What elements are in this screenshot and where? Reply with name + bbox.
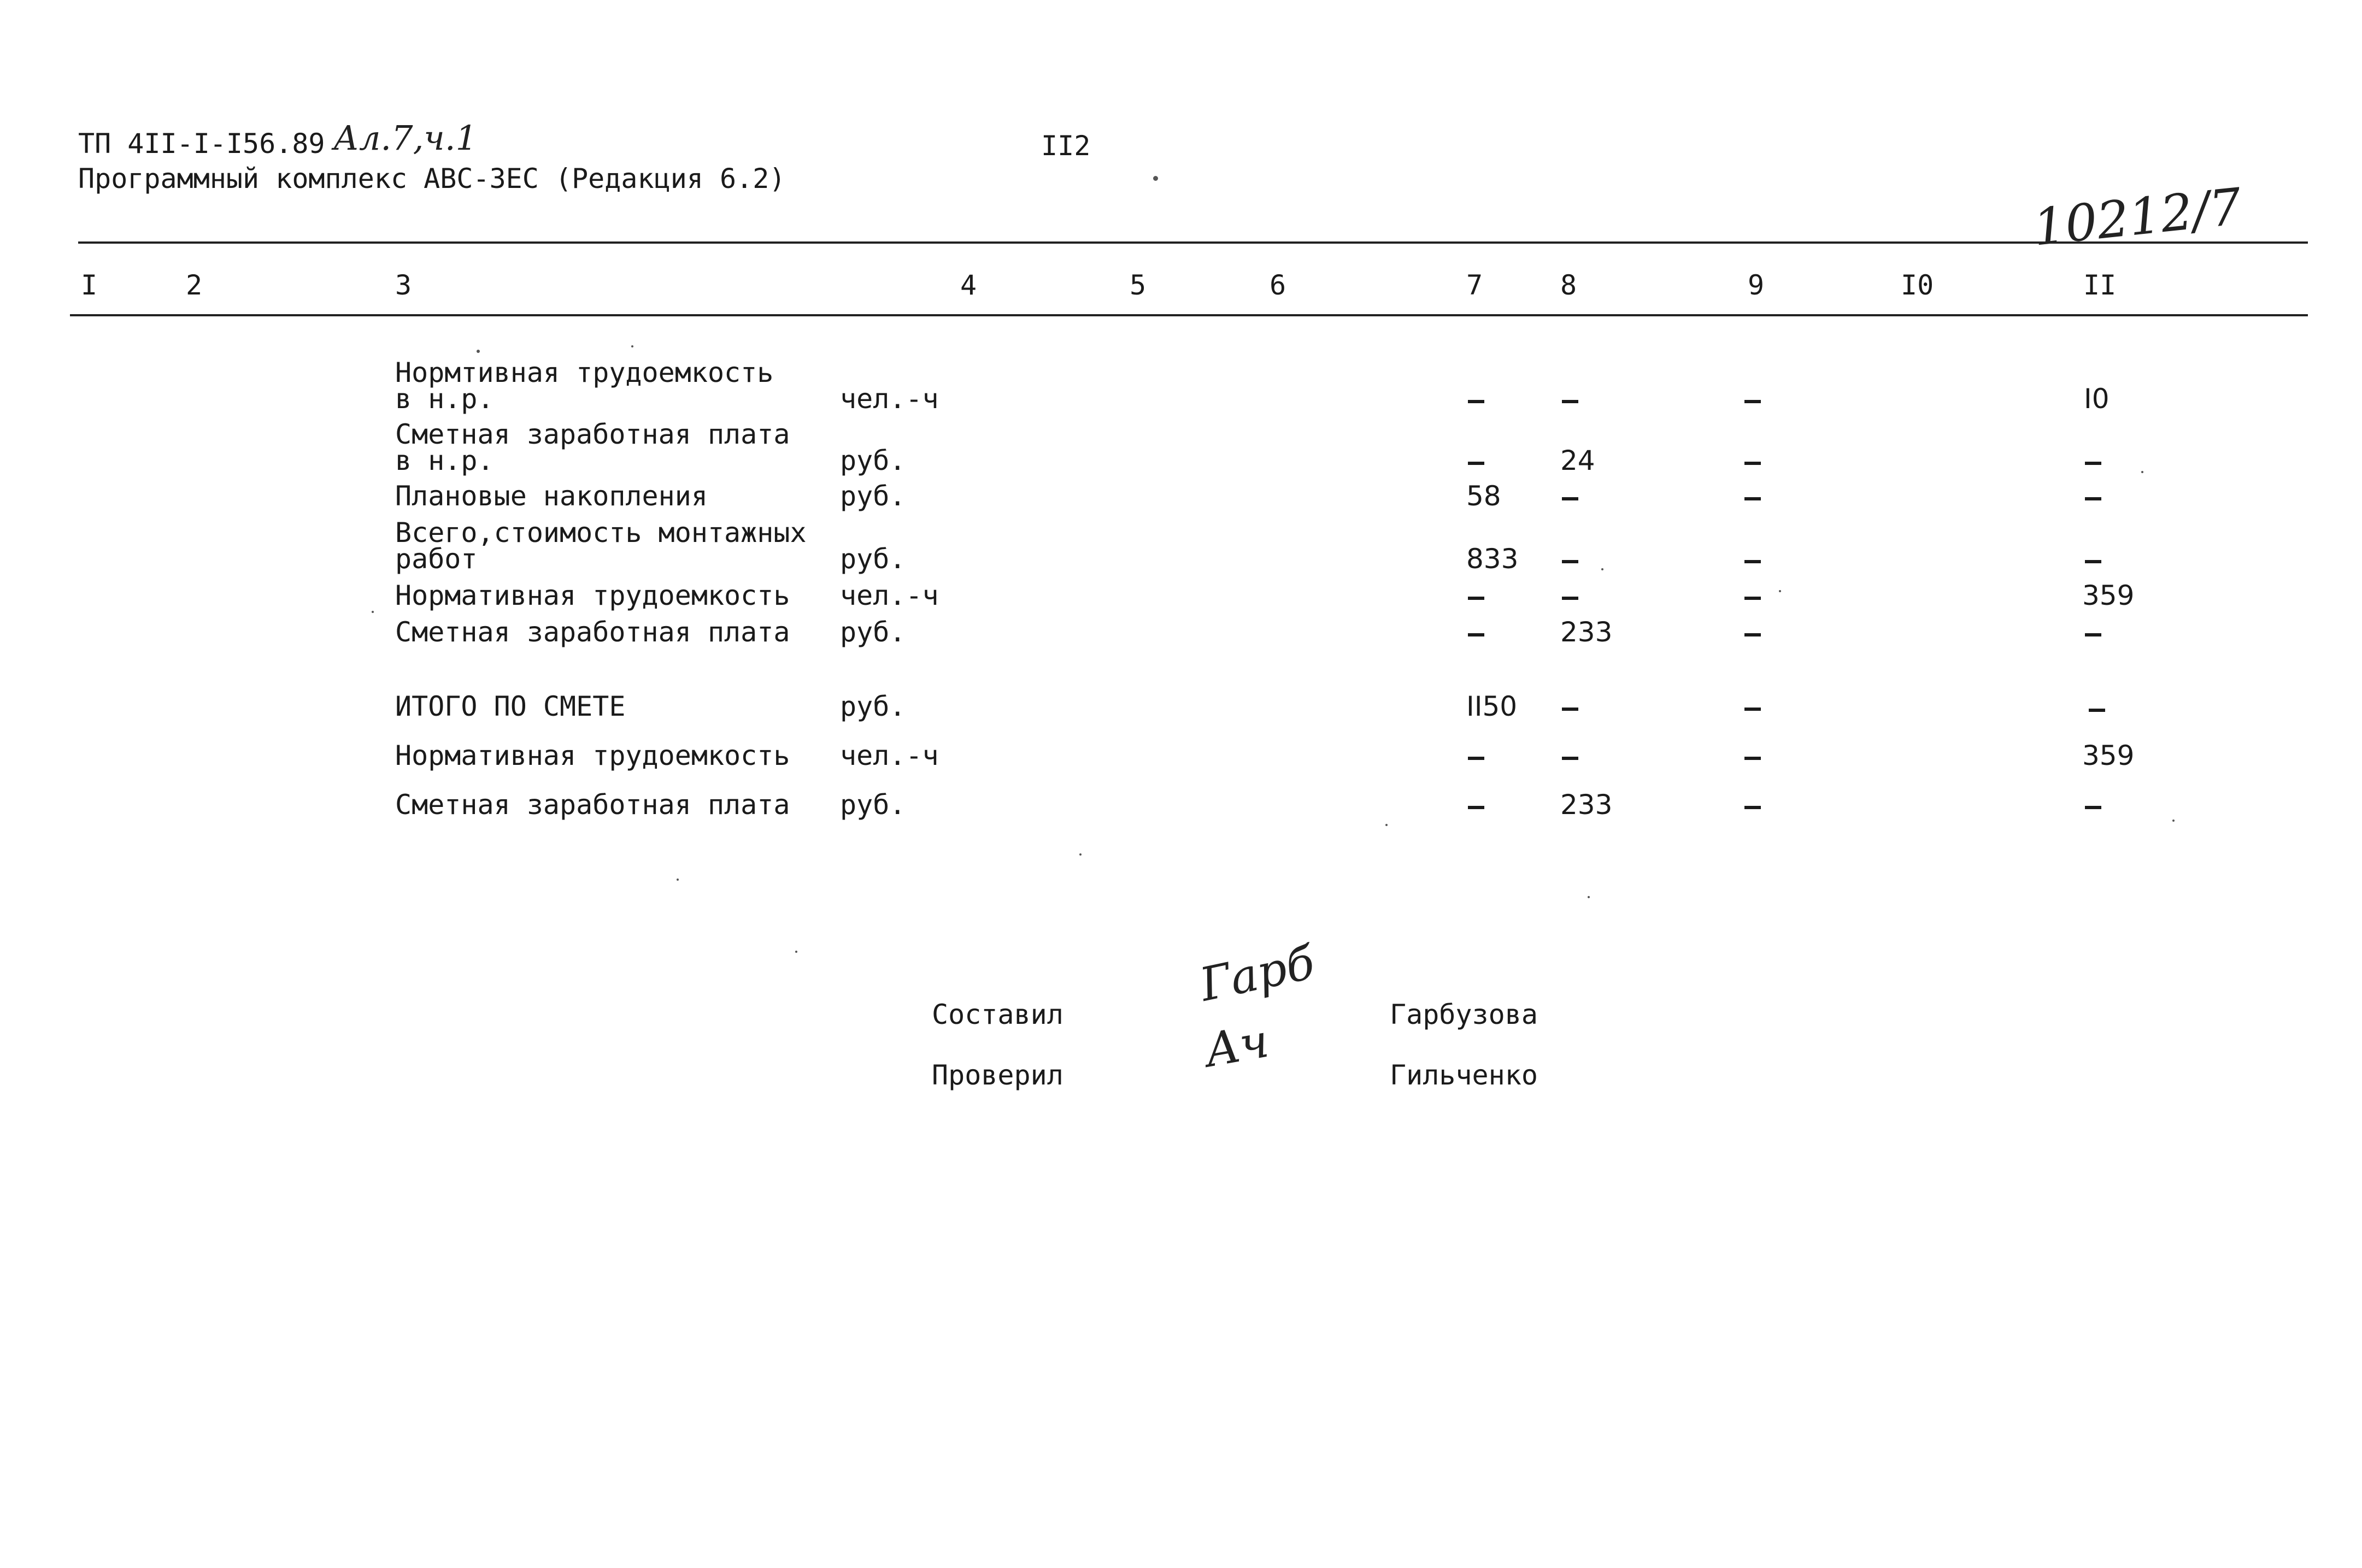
row-label: Нормативная трудоемкость	[395, 580, 790, 611]
value-col7: 833	[1466, 543, 1519, 575]
scan-speck	[372, 611, 374, 613]
value-col11: I0	[2084, 383, 2110, 415]
row-label-continuation: в н.р.	[395, 383, 494, 415]
dash-col8	[1562, 400, 1578, 403]
dash-col11	[2089, 709, 2105, 712]
column-header-11: II	[2083, 269, 2117, 301]
row-label: ИТОГО ПО СМЕТЕ	[395, 691, 626, 722]
compiled-by-label: Составил	[932, 999, 1064, 1030]
page-number: II2	[1041, 130, 1091, 162]
dash-col7	[1468, 633, 1484, 636]
row-label: Всего,стоимость монтажных	[395, 517, 807, 549]
dash-col9	[1744, 400, 1761, 403]
dash-col7	[1468, 400, 1484, 403]
column-header-2: 2	[186, 269, 203, 301]
dash-col8	[1562, 560, 1578, 563]
value-col7: 58	[1466, 480, 1501, 512]
value-col8: 24	[1560, 445, 1595, 476]
scan-speck	[2172, 820, 2175, 822]
dash-col8	[1562, 597, 1578, 600]
row-unit: руб.	[840, 789, 906, 821]
dash-col7	[1468, 597, 1484, 600]
row-label: Нормативная трудоемкость	[395, 740, 790, 771]
row-label: Плановые накопления	[395, 480, 708, 512]
value-col8: 233	[1560, 616, 1613, 648]
checked-by-signature: Ач	[1201, 1013, 1273, 1078]
row-unit: руб.	[840, 691, 906, 722]
column-header-9: 9	[1748, 269, 1765, 301]
row-unit: руб.	[840, 445, 906, 476]
top-rule	[78, 241, 2308, 244]
dash-col11	[2085, 806, 2101, 809]
scan-speck	[631, 345, 633, 347]
dash-col8	[1562, 497, 1578, 500]
scan-speck	[2141, 471, 2143, 473]
dash-col11	[2085, 462, 2101, 465]
row-unit: чел.-ч	[840, 580, 939, 611]
value-col11: 359	[2082, 740, 2135, 771]
dash-col7	[1468, 806, 1484, 809]
value-col7: II50	[1466, 691, 1518, 722]
compiled-by-signature: Гарб	[1195, 935, 1319, 1012]
row-unit: чел.-ч	[840, 383, 939, 415]
row-unit: руб.	[840, 543, 906, 575]
header-bottom-rule	[70, 314, 2308, 316]
row-label: Сметная заработная плата	[395, 789, 790, 821]
row-unit: руб.	[840, 616, 906, 648]
dash-col7	[1468, 757, 1484, 760]
dash-col9	[1744, 497, 1761, 500]
checked-by-label: Проверил	[932, 1059, 1064, 1091]
dash-col11	[2085, 633, 2101, 636]
scan-speck	[1601, 568, 1603, 570]
scan-speck	[677, 879, 679, 881]
row-unit: чел.-ч	[840, 740, 939, 771]
ink-dot	[1153, 176, 1158, 181]
column-header-4: 4	[960, 269, 977, 301]
dash-col9	[1744, 708, 1761, 711]
row-label-continuation: работ	[395, 543, 478, 575]
value-col11: 359	[2082, 580, 2135, 611]
column-header-10: I0	[1901, 269, 1934, 301]
handwritten-reference: Ал.7,ч.1	[333, 118, 478, 158]
dash-col9	[1744, 757, 1761, 760]
column-header-1: I	[81, 269, 98, 301]
dash-col9	[1744, 560, 1761, 563]
scan-speck	[795, 951, 797, 953]
scan-speck	[1779, 590, 1781, 592]
scan-speck	[1588, 896, 1590, 898]
column-header-7: 7	[1466, 269, 1483, 301]
dash-col7	[1468, 462, 1484, 465]
compiled-by-name: Гарбузова	[1390, 999, 1538, 1030]
dash-col9	[1744, 806, 1761, 809]
row-label: Сметная заработная плата	[395, 418, 790, 450]
column-header-6: 6	[1270, 269, 1286, 301]
row-label-continuation: в н.р.	[395, 445, 494, 476]
column-header-3: 3	[395, 269, 412, 301]
dash-col11	[2085, 560, 2101, 563]
sheet-reference: 10212/7	[2030, 177, 2245, 257]
row-label: Сметная заработная плата	[395, 616, 790, 648]
checked-by-name: Гильченко	[1390, 1059, 1538, 1091]
dash-col9	[1744, 633, 1761, 636]
scan-speck	[477, 350, 480, 353]
doc-subtitle: Программный комплекс АВС-3ЕС (Редакция 6.2)	[78, 163, 786, 194]
dash-col9	[1744, 462, 1761, 465]
column-header-8: 8	[1560, 269, 1577, 301]
dash-col8	[1562, 757, 1578, 760]
dash-col9	[1744, 597, 1761, 600]
scan-speck	[1079, 853, 1082, 856]
column-header-5: 5	[1130, 269, 1147, 301]
doc-code: ТП 4II-I-I56.89	[78, 128, 325, 160]
scan-speck	[1385, 824, 1388, 826]
value-col8: 233	[1560, 789, 1613, 821]
dash-col11	[2085, 497, 2101, 500]
dash-col8	[1562, 708, 1578, 711]
row-label: Нормтивная трудоемкость	[395, 357, 774, 388]
row-unit: руб.	[840, 480, 906, 512]
